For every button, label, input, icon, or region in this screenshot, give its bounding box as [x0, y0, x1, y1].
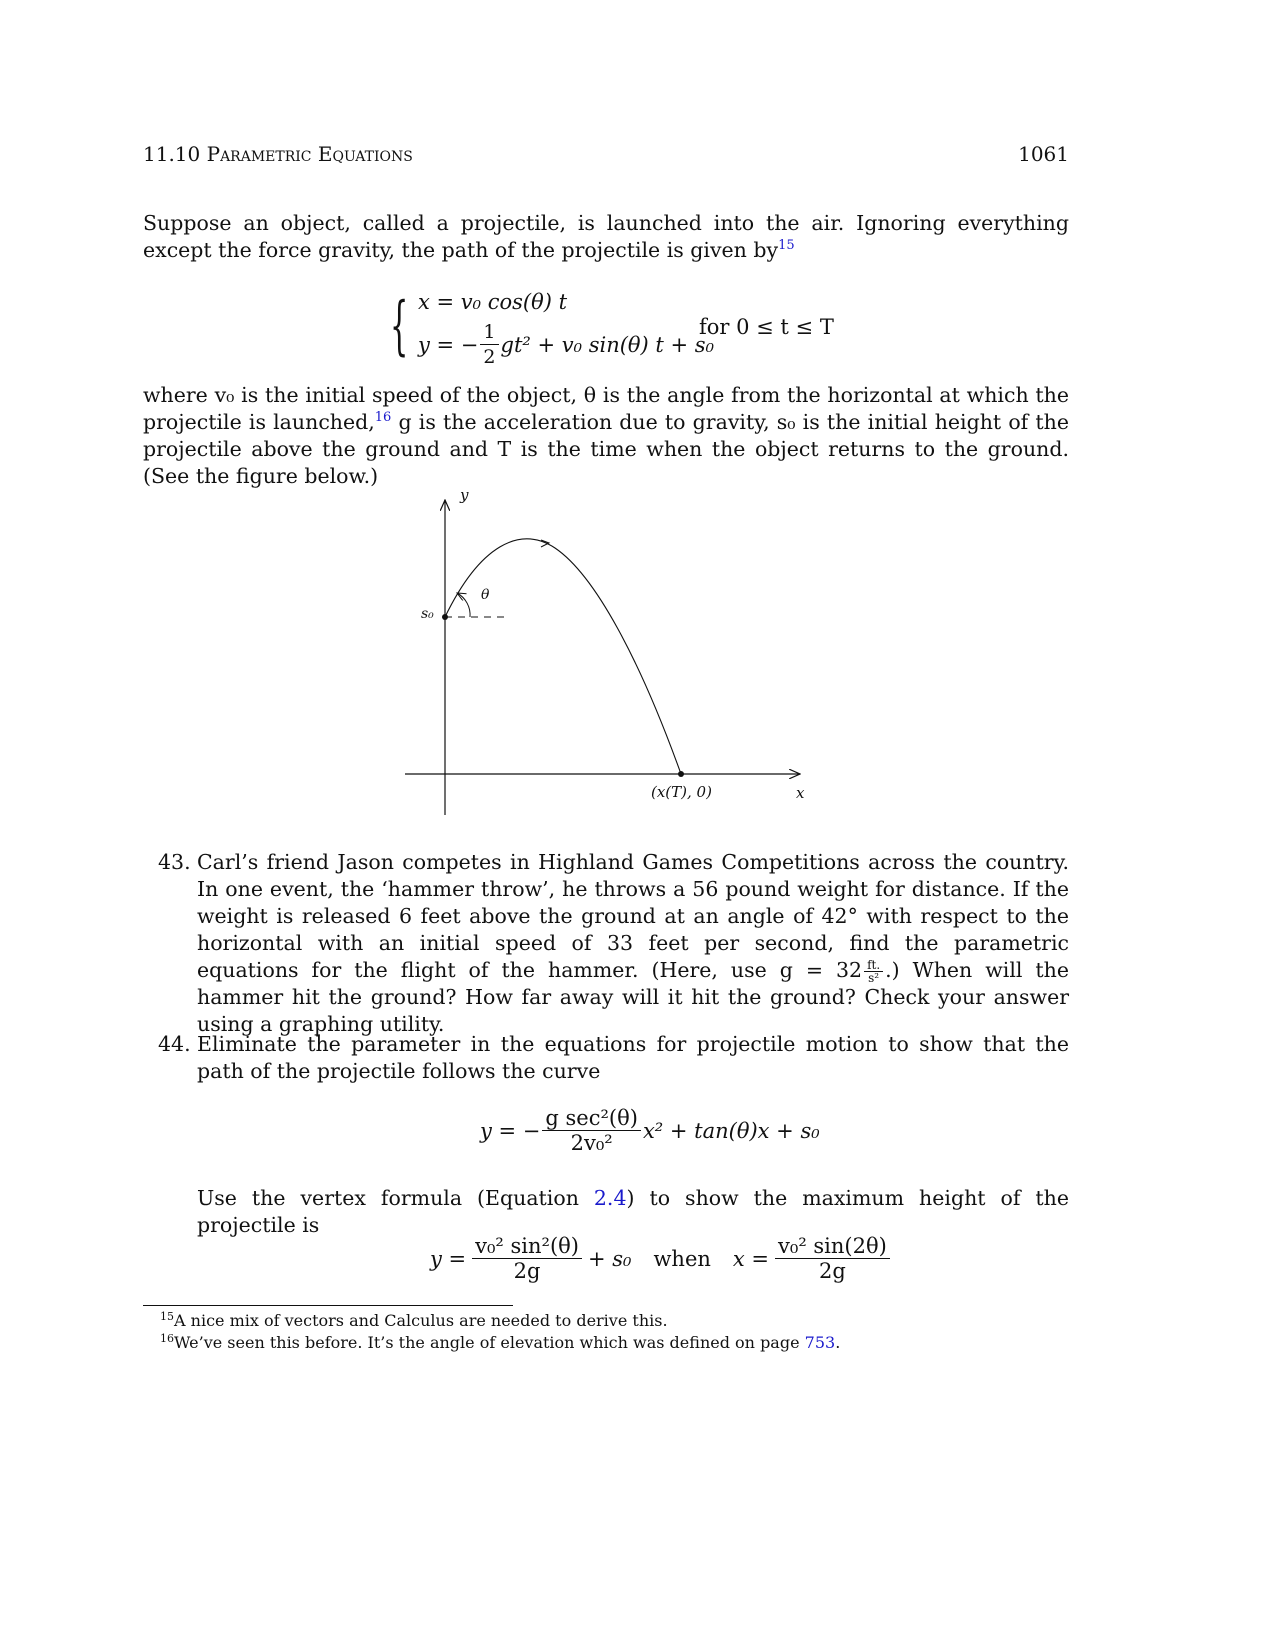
equation-x: x = v₀ cos(θ) t	[418, 290, 568, 314]
s0-label: s₀	[421, 606, 434, 622]
trajectory-curve	[445, 539, 681, 774]
launch-point	[442, 614, 448, 620]
domain-condition: for 0 ≤ t ≤ T	[699, 315, 834, 339]
equation-y: y = − $\frac{1}{2}$ gt² + v₀ sin(θ) t + s₀	[418, 321, 715, 368]
intro-paragraph	[143, 210, 1069, 264]
footnote-ref-16[interactable]: 16	[374, 410, 392, 425]
x-axis-label: x	[796, 784, 805, 802]
left-brace: {	[390, 289, 409, 363]
page-number: 1061	[1018, 142, 1069, 166]
landing-label: (x(T), 0)	[651, 783, 712, 801]
y-axis-label: y	[460, 486, 469, 504]
equation-2-4-link[interactable]: 2.4	[593, 1186, 627, 1210]
exercise-44-number: 44.	[158, 1032, 191, 1056]
projectile-figure	[395, 490, 815, 820]
vertex-instruction: Use the vertex formula (Equation 2.4) to show the maximum height of the projectile is	[197, 1186, 1069, 1237]
running-header-section: 11.10 Parametric Equations	[143, 142, 413, 166]
theta-label: θ	[481, 587, 490, 603]
footnote-16: $^{16}$We’ve seen this before. It’s the angle of elevation which was defined on page 753.	[160, 1332, 841, 1352]
exercise-43: Carl’s friend Jason competes in Highland Games Competitions across the country. In one event, the ‘hammer throw’, he throws a 56 pound weight for distance. If the weight is released 6 feet above the ground at an angle of 42° with respect to the horizontal with an initial speed of 33 feet per second, find the parametric equations for the flight of the hammer. (Here, use g = 32 $\frac{ft.}{\text{s²}}$ .) When will the hammer hit the ground? How far away will it hit the ground? Check your answer using a graphing utility.	[197, 850, 1069, 1036]
exercise-44: Eliminate the parameter in the equations for projectile motion to show that the path of the projectile follows the curve	[197, 1032, 1069, 1083]
intro-text: Suppose an object, called a projectile, is launched into the air. Ignoring everything except the force gravity, the path of the projectile is given by	[143, 211, 1069, 262]
footnote-rule	[143, 1305, 513, 1306]
definitions-paragraph: where v₀ is the initial speed of the object, θ is the angle from the horizontal at which the projectile is launched,$^{16}$ g is the acceleration due to gravity, s₀ is the initial height of the projectile above the ground and T is the time when the object returns to the ground. (See the figure below.)	[143, 383, 1069, 488]
max-height-equation: y = $\frac{\text{v₀² sin²(θ)}}{2g}$ + s₀ when x = $\frac{\text{v₀² sin(2θ)}}{2g}$	[430, 1234, 892, 1283]
exercise-43-number: 43.	[158, 850, 191, 874]
footnote-15: $^{15}$A nice mix of vectors and Calculus are needed to derive this.	[160, 1310, 668, 1330]
curve-equation: y = − $\frac{\text{g sec²(θ)}}{\text{2v₀²}}$ x² + tan(θ)x + s₀	[480, 1106, 820, 1155]
page-753-link[interactable]: 753	[804, 1333, 836, 1352]
footnote-ref-15[interactable]: 15	[778, 238, 795, 253]
landing-point	[678, 771, 684, 777]
angle-arc	[457, 593, 470, 617]
